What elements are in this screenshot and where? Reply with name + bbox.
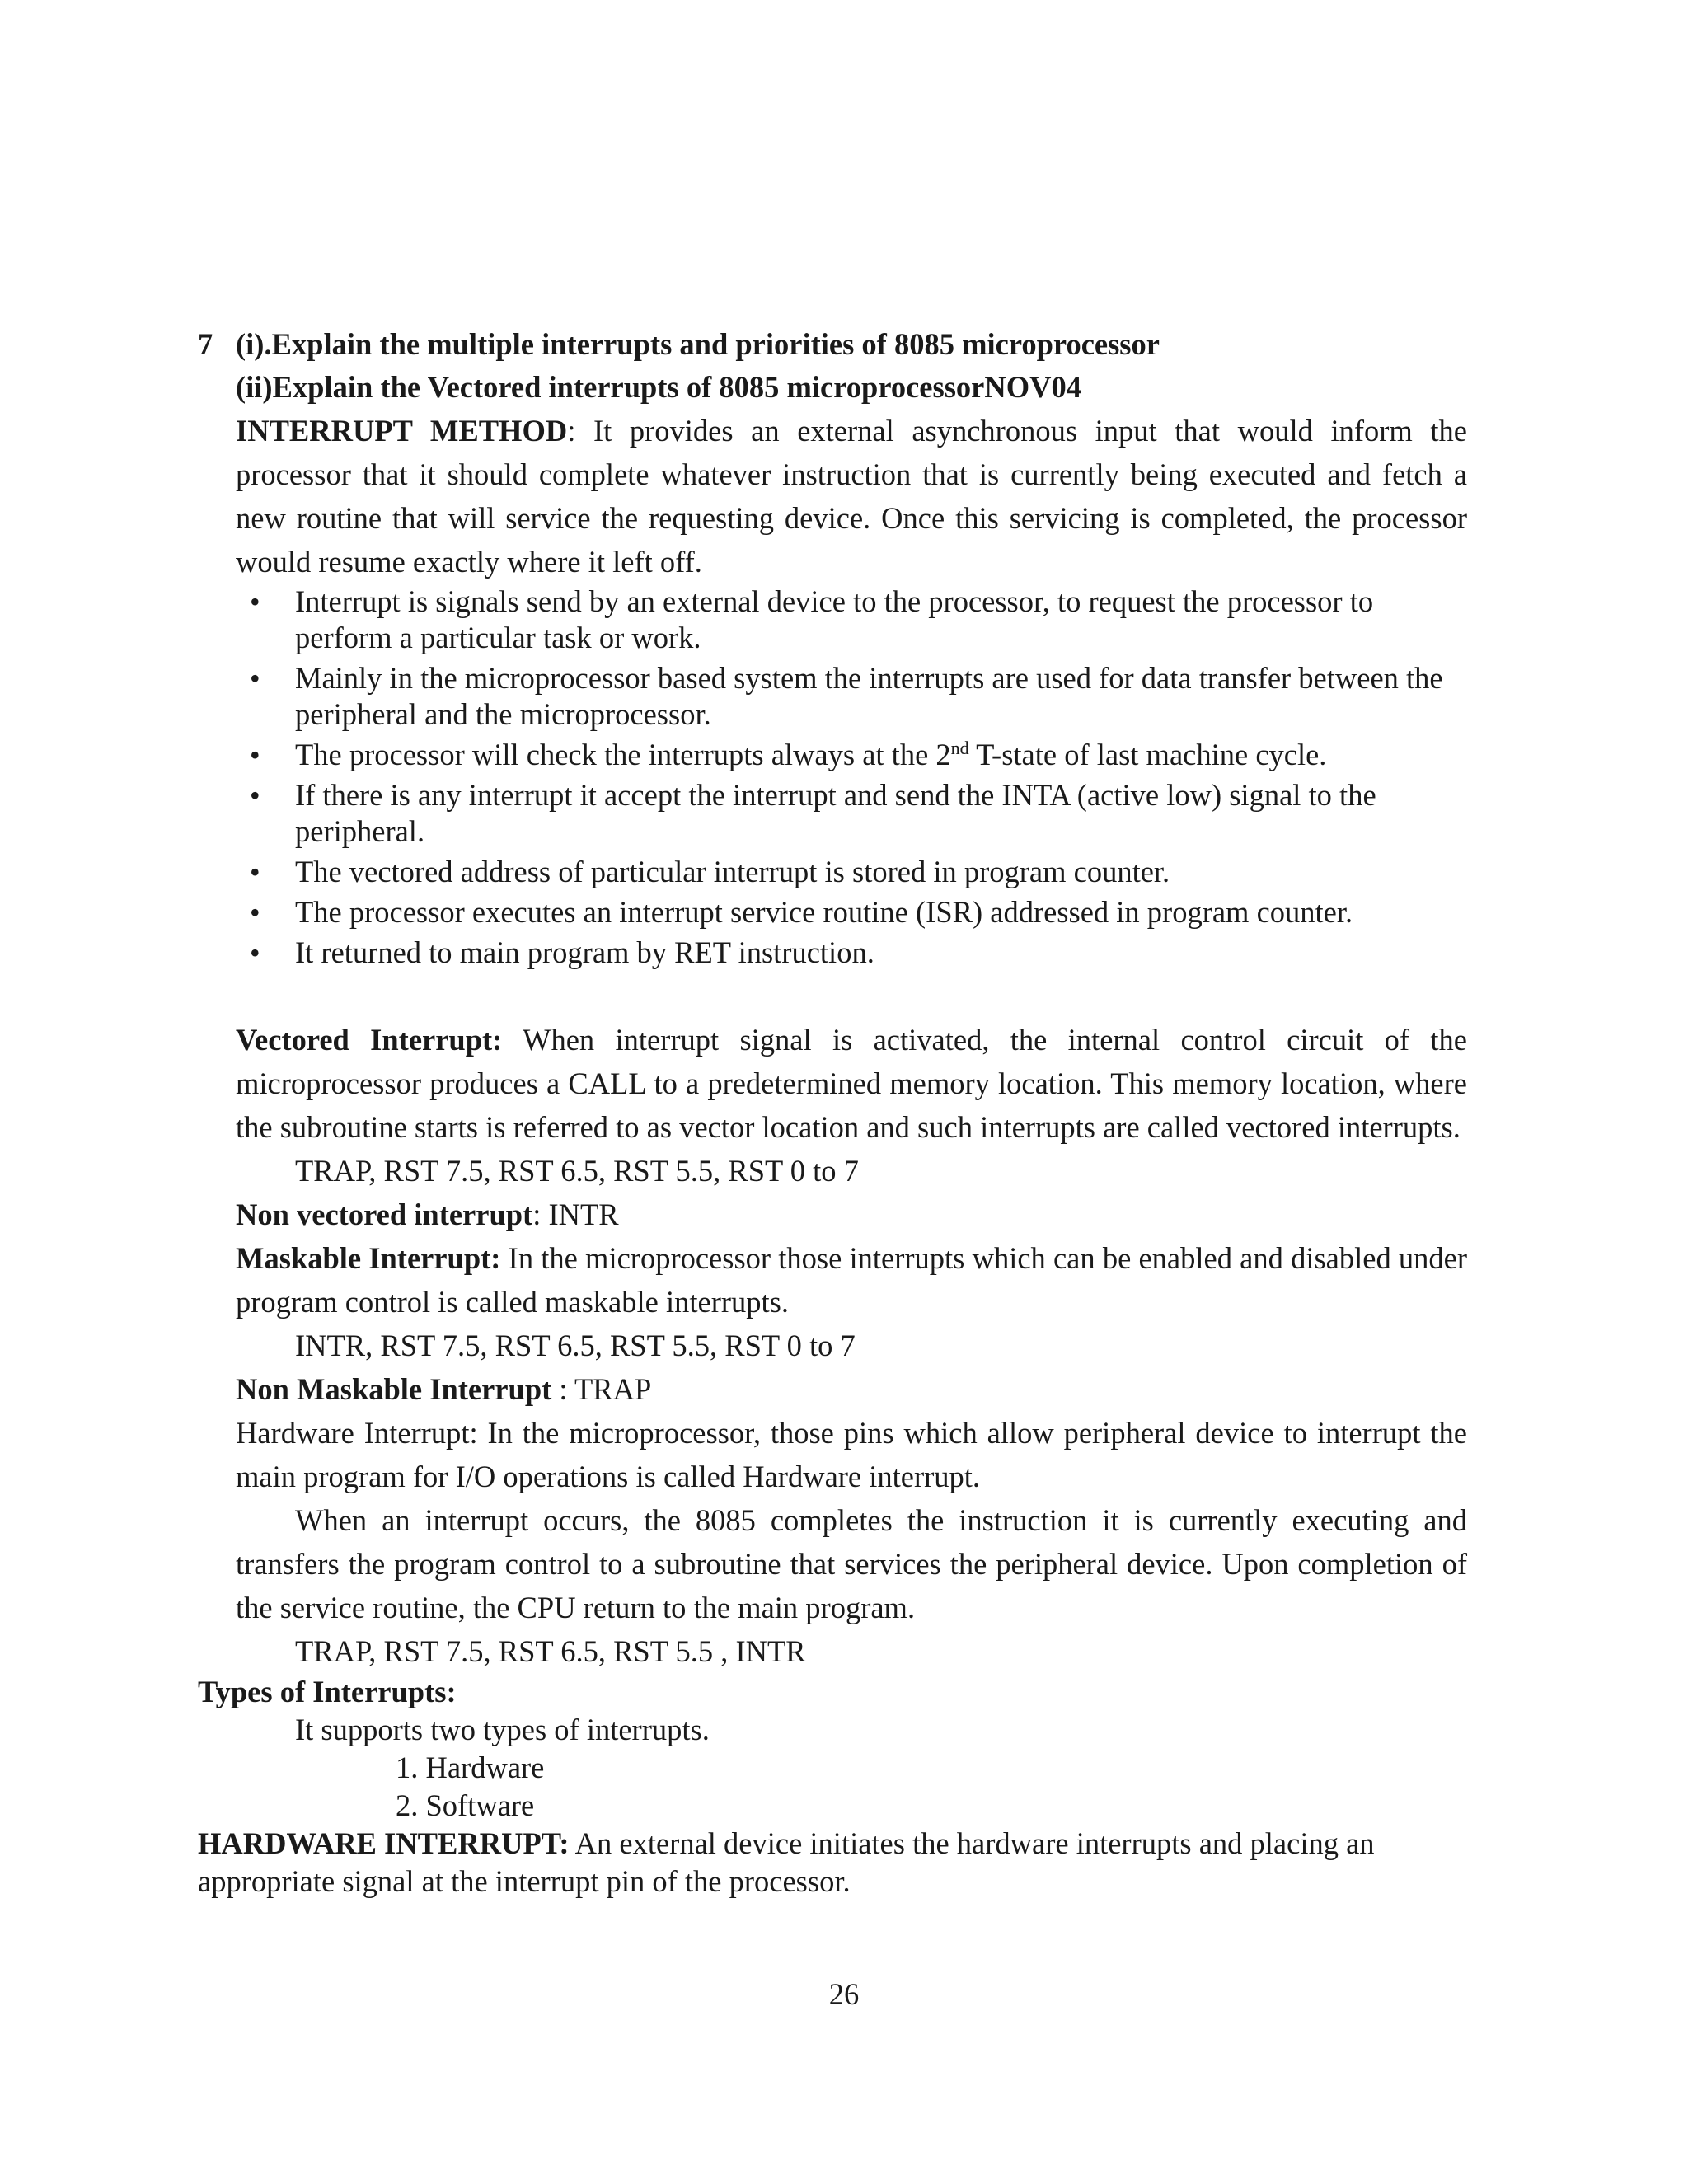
vectored-interrupt-label: Vectored Interrupt: — [236, 1023, 503, 1057]
list-item — [236, 583, 1467, 656]
list-item-text: If there is any interrupt it accept the interrupt and send the INTA (active low) signal to the peripheral. — [295, 778, 1376, 848]
non-vectored-text: : INTR — [532, 1197, 619, 1231]
question-part-1: (i).Explain the multiple interrupts and priorities of 8085 microprocessor — [236, 327, 1160, 361]
bullet-icon: • — [250, 662, 260, 695]
non-vectored-paragraph — [236, 1193, 1467, 1236]
bullet-icon: • — [250, 779, 260, 812]
interrupt-method-label: INTERRUPT METHOD — [236, 414, 568, 448]
types-item-hardware: 1. Hardware — [396, 1750, 545, 1784]
maskable-paragraph — [236, 1236, 1467, 1324]
page-content — [198, 323, 1467, 1900]
hardware-interrupt-list: TRAP, RST 7.5, RST 6.5, RST 5.5 , INTR — [295, 1634, 806, 1668]
list-item-text: Interrupt is signals send by an external device to the processor, to request the processor to perform a particular task or work. — [295, 584, 1374, 654]
hardware-interrupt-paragraph: Hardware Interrupt: In the microprocessor, those pins which allow peripheral device to interrupt the main program for I/O operations is called Hardware interrupt. — [236, 1416, 1467, 1493]
non-vectored-label: Non vectored interrupt — [236, 1197, 533, 1231]
question-part-2: (ii)Explain the Vectored interrupts of 8085 microprocessorNOV04 — [236, 370, 1081, 404]
list-item-text-continued: T-state of last machine cycle. — [968, 738, 1327, 771]
vectored-interrupt-list: TRAP, RST 7.5, RST 6.5, RST 5.5, RST 0 to 7 — [295, 1154, 859, 1188]
hardware-section-text: An external device initiates the hardware interrupts and placing an appropriate signal at the interrupt pin of the processor. — [198, 1826, 1375, 1898]
interrupt-bullet-list — [236, 583, 1467, 971]
list-item-text: The processor executes an interrupt service routine (ISR) addressed in program counter. — [295, 895, 1353, 929]
ordinal-superscript: nd — [950, 737, 969, 758]
vectored-interrupt-text: When interrupt signal is activated, the internal control circuit of the microprocessor produces a CALL to a predetermined memory location. This memory location, where the subroutine starts is referred to as vector location and such interrupts are called vectored interrupts. — [236, 1023, 1467, 1144]
list-item-text: The processor will check the interrupts always at the 2 — [295, 738, 951, 771]
page-number: 26 — [828, 1977, 860, 2011]
maskable-list: INTR, RST 7.5, RST 6.5, RST 5.5, RST 0 to 7 — [295, 1329, 856, 1362]
list-item — [236, 854, 1467, 890]
maskable-label: Maskable Interrupt: — [236, 1241, 501, 1275]
vectored-interrupt-paragraph — [236, 1018, 1467, 1149]
hardware-interrupt-section — [198, 1825, 1467, 1900]
bullet-icon: • — [250, 855, 260, 888]
types-intro: It supports two types of interrupts. — [295, 1713, 710, 1746]
non-maskable-label: Non Maskable Interrupt — [236, 1372, 552, 1406]
hardware-interrupt-paragraph-2: When an interrupt occurs, the 8085 completes the instruction it is currently executing and transfers the program control to a subroutine that services the peripheral device. Upon completion of the service routine, the CPU return to the main program. — [236, 1503, 1467, 1624]
types-item-software: 2. Software — [396, 1788, 535, 1822]
question-number: 7 — [198, 327, 213, 361]
non-maskable-paragraph — [236, 1367, 1467, 1411]
list-item-text: Mainly in the microprocessor based system the interrupts are used for data transfer between the peripheral and the microprocessor. — [295, 661, 1443, 731]
list-item — [236, 894, 1467, 930]
interrupt-method-paragraph — [236, 409, 1467, 583]
bullet-icon: • — [250, 896, 260, 929]
interrupt-method-text: : It provides an external asynchronous input that would inform the processor that it should complete whatever instruction that is currently being executed and fetch a new routine that will service the requesting device. Once this servicing is completed, the processor would resume exactly where it left off. — [236, 414, 1467, 579]
list-item-text: It returned to main program by RET instruction. — [295, 935, 874, 969]
maskable-text: In the microprocessor those interrupts which can be enabled and disabled under program control is called maskable interrupts. — [236, 1241, 1468, 1319]
non-maskable-text: : TRAP — [551, 1372, 652, 1406]
list-item-text: The vectored address of particular interrupt is stored in program counter. — [295, 855, 1170, 888]
section-spacer — [198, 975, 1467, 1018]
bullet-icon: • — [250, 738, 260, 771]
list-item — [236, 737, 1467, 773]
bullet-icon: • — [250, 585, 260, 618]
question-line-1 — [198, 323, 1467, 366]
list-item — [236, 660, 1467, 733]
list-item — [236, 777, 1467, 850]
bullet-icon: • — [250, 936, 260, 969]
types-heading: Types of Interrupts: — [198, 1675, 457, 1708]
list-item — [236, 935, 1467, 971]
hardware-section-label: HARDWARE INTERRUPT: — [198, 1826, 570, 1860]
